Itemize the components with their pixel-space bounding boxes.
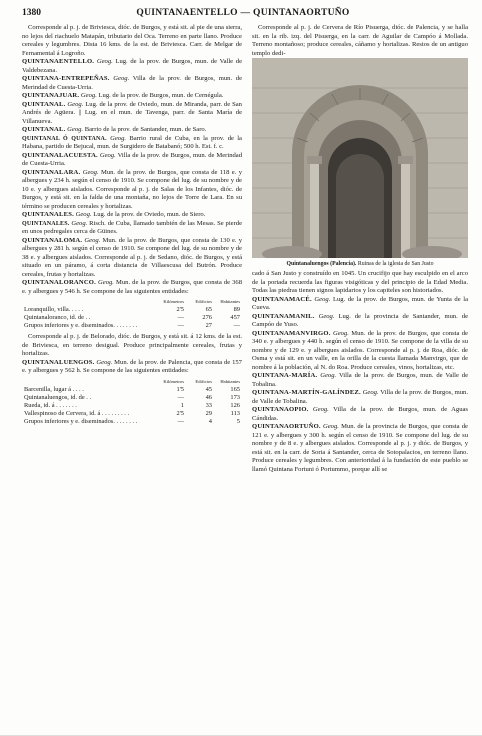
entry [252,330,468,373]
entity-buildings: 4 [208,417,212,425]
entry-category: Geog. [314,295,331,303]
entry-headword: QUINTANAENTELLO. [22,58,95,65]
entry [22,359,242,376]
entry-text: Mun. de la prov. de Burgos, que consta de 130 e. y albergues y 281 h. según el censo de 1910. Se compone del lug. de su nombre y de 38 e. y albergues aislados. Corresponde al p. j. de Sedano, dióc. de Burgos, y está situado en un páramo, á corta distancia de Villaescusa del Butrón. Produce cereales, frutas y hortalizas. [22,236,242,278]
entity-km: 1'5 [176,385,184,393]
entity-km: — [177,417,184,425]
entity-inhabitants: 457 [230,314,240,321]
entry [22,211,242,220]
entry-headword: QUINTANAL Ó QUINTANA. [22,135,107,142]
entry-headword: QUINTANAORTUÑO. [252,423,321,430]
entry [22,126,242,135]
entity-km: 1 [180,401,184,409]
entry [22,279,242,296]
entry-category: Geog. [84,236,101,244]
entry-headword: QUINTANALOMA. [22,236,83,244]
entry-text: Villa de la prov. de Burgos, mun. de Aguas Cándidas. [252,406,468,422]
entry-headword: QUINTANALARA. [22,168,81,176]
entry-category: Geog. [362,389,379,396]
entry-continuation: cado á San Justo y construído en 1045. Un crucifijo que hay esculpido en el arco de la portada recuerda las figuras visigóticas y del principio de la Edad Media. Todas las piedras tienen signos lapidarios y los capiteles son historiados. [252,270,468,294]
photo-caption [252,261,468,268]
entry [22,58,242,75]
right-column [252,24,468,474]
entry-headword: QUINTANAL. [22,100,66,108]
entity-inhabitants: 173 [230,393,240,401]
entity-km: — [177,322,184,329]
entry-headword: QUINTANA-MARÍA. [252,372,318,379]
entry-text: Villa de la prov. de Burgos, mun. de Merindad de Cuesta-Urria. [22,151,243,167]
entry-continuation: Corresponde al p. j. de Cervera de Río Pisuerga, dióc. de Palencia, y se halla sit. en la rib. izq. del Pisuerga, en la carr. de Aguilar de Campóo á Mollada. Terreno montañoso; produce cereales, cáñamo y hortalizas. Restos de un antiguo templo dedi- [252,24,468,57]
entry-category: Geog. [82,168,99,176]
entity-km: — [177,393,184,401]
column-header: Edificios [195,299,212,304]
entry-text: Villa de la prov. de Burgos, mun. de Merindad de Cuesta-Urria. [22,75,243,91]
column-header: Kilómetros [163,299,184,304]
entity-inhabitants: 165 [230,385,240,393]
entry-category: Geog. [96,58,113,65]
church-ruins-photo [252,58,468,258]
column-header: Habitantes [220,299,240,304]
entry-category: Geog. [318,312,335,320]
entry-text: Mun. de la prov. de Burgos, que consta de 368 e. y albergues y 546 h. Se compone de las siguientes entidades: [22,279,243,295]
entry-category: Geog. [98,279,114,286]
entry-text: Mun. de la prov. de Burgos, que consta de 340 e. y albergues y 440 h. según el censo de 1910. Se compone de la villa de su nombre y de 129 e. y albergues aislados. Corresponde al p. j. de Roa, dióc. de Osma y está sit. en un valle, en la orilla de la cuesta llamada Manvirgo, que de nombre á la población, al N. do Roa. Produce cereales, vinos, hortalizas, etc. [252,329,468,371]
entry-headword: QUINTANAMANVIRGO. [252,329,331,337]
entity-inhabitants: — [233,322,240,329]
entry-text: Lug. de la provincia de Santander, mun. de Campóo de Yuso. [252,312,469,328]
entity-name: Grupos inferiores y e. diseminados. . . . . . . . [24,417,138,425]
entry-continuation: Corresponde al p. j. de Belorado, dióc. de Burgos, y está sit. á 12 kms. de la est. de Briviesca, en terreno desigual. Produce principalmente cereales, frutas y hortalizas. [22,333,242,357]
column-header: Kilómetros [163,378,184,384]
entry-continuation: Corresponde al p. j. de Briviesca, dióc. de Burgos, y está sit. al pie de una sierra, no lejos del riachuelo Matapán, tributario del Oca. Terreno en parte llano. Produce cereales y legumbres. Dista 16 kms. de la est. de Briviesca. Carr. de Melgar de Fernamental á Logroño. [22,24,242,57]
entry-category: Geog. [71,219,88,227]
entry-headword: QUINTANAJUAR. [22,92,80,99]
entry [22,237,242,280]
entry-category: Geog. [322,423,339,430]
table-row [22,410,242,418]
table-row [22,418,242,426]
page-header [22,8,464,22]
entry-category: Geog. [320,372,337,379]
left-column [22,24,242,429]
entry-headword: QUINTANA-ENTREPEÑAS. [22,75,110,82]
entity-buildings: 45 [205,385,212,393]
entities-table-quintanaloranco [22,298,242,330]
entry [252,406,468,423]
entity-buildings: 46 [205,393,212,401]
table-row [22,322,242,330]
entity-inhabitants: 5 [236,417,240,425]
entry-text: Mun. de la prov. de Palencia, que consta de 157 e. y albergues y 562 h. Se compone de las siguientes entidades: [22,358,242,374]
table-row [22,386,242,394]
entry [22,220,242,237]
column-header: Habitantes [220,378,240,384]
entry [252,372,468,389]
entry-text: Mun. de la provincia de Burgos, que consta de 121 e. y albergues y 300 h. según el censo de 1910. Se compone del lug. de su nombre y de 8 e. y albergues aislados. Corresponde al p. j. y dióc. de Burgos, y está sit. en la carr. de Soria á Santander, cerca de Sotopalacios, en terreno llano. Produce cereales y legumbres. Con anterioridad á la fundación de este pueblo se llamó Quintana Fortuni ó Portummo, porque allí se [252,423,468,473]
entry-text: Mun. de la prov. de Burgos, que consta de 118 e. y albergues y 234 h. según el censo de 1910. Se compone del lug. de su nombre y de 10 e. y albergues aislados. Corresponde al p. j. de Salas de los Infantes, dióc. de Burgos, y está sit. en la falda de una montaña, no lejos de Torre de Lara. En su término se producen cereales y hortalizas. [22,168,242,210]
table-header-row [22,298,242,306]
entity-buildings: 27 [205,322,212,329]
caption-place: Quintanaluengos (Palencia). [286,261,357,267]
entry-category: Geog. [113,75,130,82]
entry [22,101,242,127]
entry [252,389,468,406]
photo-illustration [252,58,468,258]
entity-inhabitants: 89 [233,306,240,313]
entry-text: Barrio rural de Cuba, en la prov. de la Habana, partido de Bejucal, mun. de Surgidero de Batabanó; 500 h. Est. f. c. [22,134,242,150]
entity-name: Loranquillo, villa. . . . . [24,306,84,313]
table-header-row [22,378,242,386]
entry-headword: QUINTANA-MARTÍN-GALÍNDEZ. [252,389,361,396]
entry [22,169,242,212]
entry-category: Geog. [99,151,116,159]
entry-headword: QUINTANAMACÉ. [252,295,312,303]
entry-headword: QUINTANALUENGOS. [22,358,95,366]
entities-table-quintanaluengos [22,378,242,426]
entry-text: Barrio de la prov. de Santander, mun. de Saro. [84,126,207,133]
entry-headword: QUINTANAL. [22,126,66,133]
entry [22,75,242,92]
entry [22,135,242,152]
entry-text: Villa de la prov. de Burgos, mun. de Valle de Tobalina. [252,372,468,388]
entry-category: Geog. [312,406,329,413]
entry-category: Geog. [96,358,113,366]
entry [22,92,242,101]
entry-category: Geog. [110,134,127,142]
entity-name: Quintanaluengos, id. de . . [24,393,92,401]
running-title: QUINTANAENTELLO — QUINTANAORTUÑO [136,8,350,18]
entity-name: Quintanaloranco, id. de . . [24,314,91,321]
entity-name: Barcenilla, lugar á . . . . [24,385,84,393]
entry-headword: QUINTANAMANIL. [252,312,315,320]
entity-buildings: 33 [205,401,212,409]
table-row [22,402,242,410]
entity-km: 2'5 [176,306,184,313]
entity-buildings: 276 [202,314,212,321]
table-row [22,314,242,322]
entry-headword: QUINTANALES. [22,211,74,218]
entry-text: Lug. de la prov. de Burgos, mun. de Cernégula. [98,92,224,99]
entity-inhabitants: 113 [230,409,240,417]
page-number: 1380 [22,8,41,18]
entry [252,313,468,330]
entry [252,423,468,474]
entry-text: Lug. de la prov. de Burgos, mun. de Valle de Valdebezana. [22,58,242,74]
entry-category: Geog. [67,100,84,108]
entry-text: Risch. de Cuba, llamado también de las Mesas. Se pierde en unos pedregales cerca de Güines. [22,219,242,235]
entity-name: Vallespinoso de Cervera, id. á . . . . . . . . . [24,409,130,417]
entry-text: Lug. de la prov. de Oviedo, mun. de Siero. [93,211,206,218]
entry-headword: QUINTANALORANCO. [22,279,96,286]
entry-headword: QUINTANALACUESTA. [22,151,98,159]
entity-buildings: 65 [205,306,212,313]
entity-km: 2'5 [176,409,184,417]
entry-category: Geog. [75,211,92,218]
entry [22,152,242,169]
entry-text: Lug. de la prov. de Burgos, mun. de Yunta de la Cueva. [252,295,469,311]
entry-headword: QUINTANALES. [22,220,70,227]
entry-text: Lug. de la prov. de Oviedo, mun. de Miranda, parr. de San Andrés de Agüera. || Lug. en el mun. de Tavenga, parr. de Santa María de Villanueva. [22,100,242,125]
entity-buildings: 29 [205,409,212,417]
entry-category: Geog. [332,329,349,337]
entry-category: Geog. [67,126,84,133]
entity-inhabitants: 126 [230,401,240,409]
entity-km: — [177,314,184,321]
caption-text: Ruinas de la iglesia de San Justo [357,261,434,267]
table-row [22,394,242,402]
entry [252,296,468,313]
entry-text: Villa de la prov. de Burgos, mun. de Valle de Tobalina. [252,389,468,405]
entity-name: Grupos inferiores y e. diseminados. . . . . . . . [24,322,138,329]
table-row [22,306,242,314]
entry-category: Geog. [80,92,97,99]
entry-headword: QUINTANAOPIO. [252,406,309,413]
column-header: Edificios [195,378,212,384]
entity-name: Rueda, id. á . . . . . . . [24,401,77,409]
